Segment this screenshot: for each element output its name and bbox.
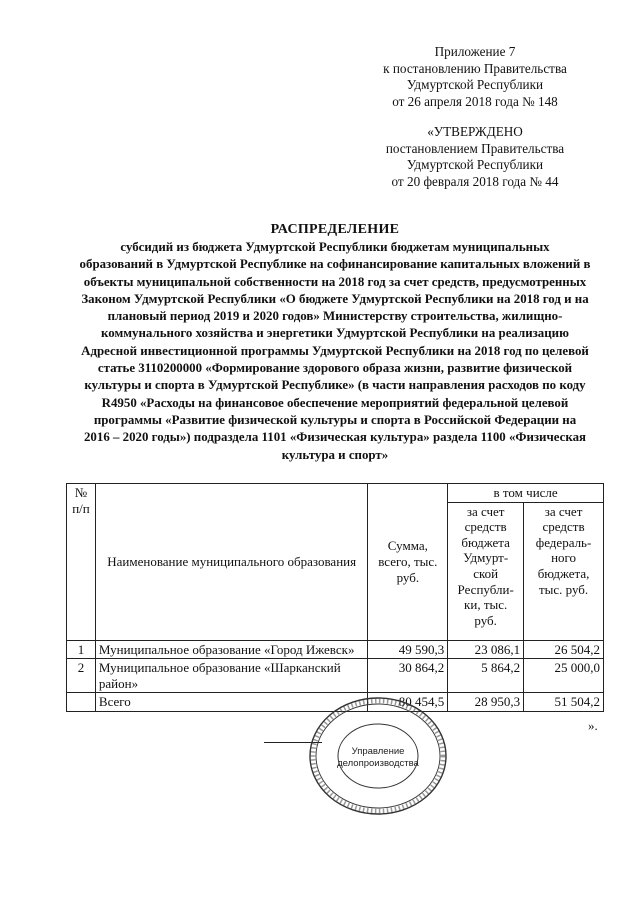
table-row <box>67 640 604 659</box>
subtitle-line: программы «Развитие физической культуры и спорта в Российской Федерации на <box>93 412 577 427</box>
subtitle-line: статье 3110200000 «Формирование здорового образа жизни, развитие физической <box>97 361 573 376</box>
row-sum: 30 864,2 <box>368 659 448 693</box>
subtitle-line: Адресной инвестиционной программы Удмуртской Республики на 2018 год по целевой <box>81 343 589 358</box>
row-name: Муниципальное образование «Шарканский район» <box>95 659 368 693</box>
subtitle-line: образований в Удмуртской Республике на софинансирование капитальных вложений в <box>79 257 591 272</box>
header-including: в том числе <box>448 484 604 503</box>
header-regional: за счет средств бюджета Удмурт-ской Республи-ки, тыс. руб. <box>448 502 524 640</box>
stamp-text-2: делопроизводства <box>337 758 419 769</box>
header-name: Наименование муниципального образования <box>95 484 368 641</box>
header-num: № п/п <box>67 484 96 641</box>
row-num: 1 <box>67 640 96 659</box>
row-federal: 26 504,2 <box>524 640 604 659</box>
total-num <box>67 693 96 712</box>
distribution-table <box>66 483 604 712</box>
document-subtitle <box>56 239 614 464</box>
row-num: 2 <box>67 659 96 693</box>
row-sum: 49 590,3 <box>368 640 448 659</box>
subtitle-line: Законом Удмуртской Республики «О бюджете Удмуртской Республики на 2018 год и на <box>81 291 589 306</box>
appendix-block <box>360 44 590 110</box>
row-regional: 23 086,1 <box>448 640 524 659</box>
appendix-line: Удмуртской Республики <box>406 77 544 92</box>
appendix-line: от 26 апреля 2018 года № 148 <box>392 93 558 109</box>
total-regional: 28 950,3 <box>448 693 524 712</box>
total-label: Всего <box>95 693 368 712</box>
subtitle-line: плановый период 2019 и 2020 годов» Министерству строительства, жилищно- <box>107 309 563 324</box>
row-regional: 5 864,2 <box>448 659 524 693</box>
subtitle-line: R4950 «Расходы на финансовое обеспечение мероприятий федеральной целевой <box>101 395 569 410</box>
appendix-line: Приложение 7 <box>434 44 516 59</box>
approval-line: постановлением Правительства <box>385 140 565 156</box>
subtitle-line: культура и спорт» <box>281 447 389 462</box>
table-row <box>67 659 604 693</box>
header-sum: Сумма, всего, тыс. руб. <box>368 484 448 641</box>
appendix-line: к постановлению Правительства <box>383 60 567 76</box>
total-federal: 51 504,2 <box>524 693 604 712</box>
total-sum: 80 454,5 <box>368 693 448 712</box>
row-federal: 25 000,0 <box>524 659 604 693</box>
closing-quote: ». <box>588 718 598 733</box>
subtitle-line: 2016 – 2020 годы») подраздела 1101 «Физическая культура» раздела 1100 «Физическая <box>83 430 587 445</box>
subtitle-line: коммунального хозяйства и энергетики Удмуртской Республики на реализацию <box>101 326 569 341</box>
subtitle-line: субсидий из бюджета Удмуртской Республики бюджетам муниципальных <box>120 240 550 254</box>
approval-line: от 20 февраля 2018 года № 44 <box>391 173 559 189</box>
approval-line: Удмуртской Республики <box>406 157 544 172</box>
stamp-icon <box>306 694 450 818</box>
header-federal: за счет средств федераль-ного бюджета, тыс. руб. <box>524 502 604 640</box>
row-name: Муниципальное образование «Город Ижевск» <box>95 640 368 659</box>
document-title: РАСПРЕДЕЛЕНИЕ <box>270 222 400 237</box>
subtitle-line: объекты муниципальной собственности на 2018 год за счет средств, предусмотренных <box>83 274 587 289</box>
office-stamp <box>306 694 450 818</box>
stamp-text-1: Управление <box>351 746 405 757</box>
approval-line: «УТВЕРЖДЕНО <box>427 124 523 139</box>
approval-block <box>360 124 590 190</box>
subtitle-line: культуры и спорта в Удмуртской Республике» (в части направления расходов по коду <box>84 378 586 393</box>
